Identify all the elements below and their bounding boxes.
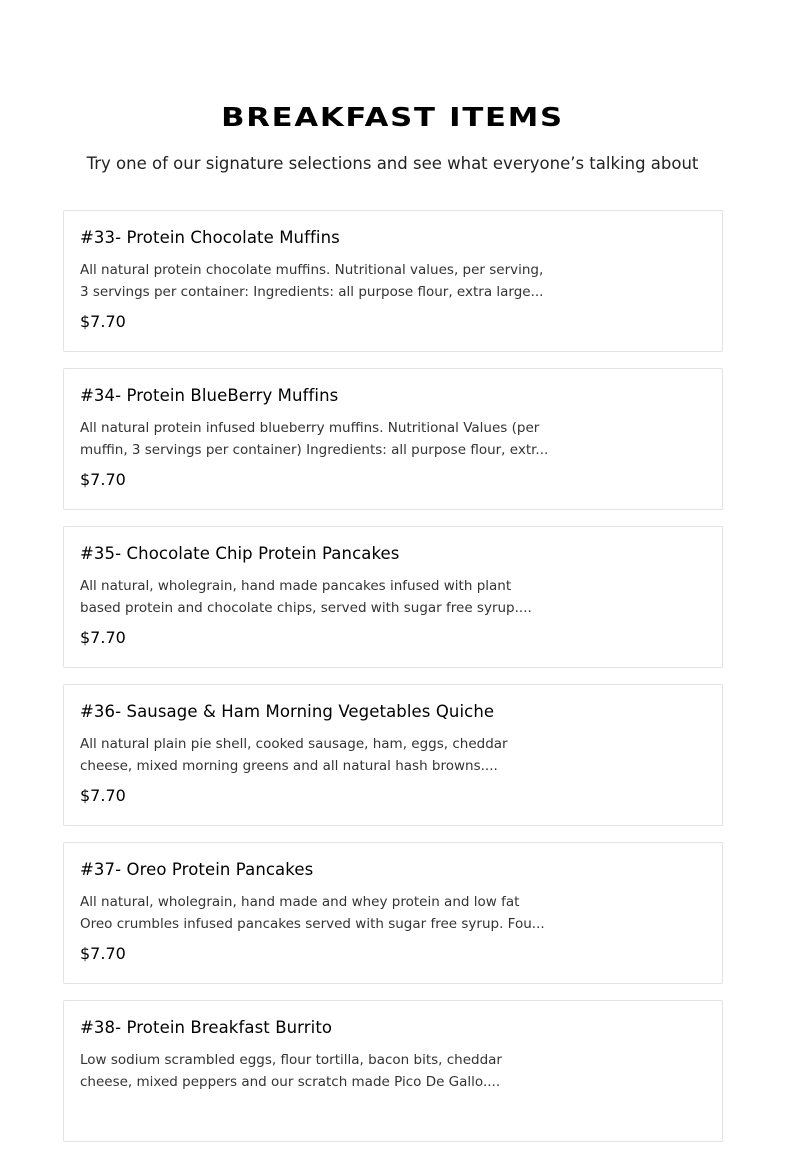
menu-item-description-line: Oreo crumbles infused pancakes served with sugar free syrup. Fou... bbox=[80, 916, 545, 932]
menu-item-name: #34- Protein BlueBerry Muffins bbox=[80, 386, 339, 405]
menu-item-description bbox=[80, 1049, 580, 1093]
menu-item-description-line: muffin, 3 servings per container) Ingredients: all purpose flour, extr... bbox=[80, 442, 549, 458]
menu-item-card-36[interactable] bbox=[63, 684, 723, 826]
menu-item-card-38[interactable] bbox=[63, 1000, 723, 1142]
menu-item-description-line: based protein and chocolate chips, served with sugar free syrup.... bbox=[80, 600, 532, 616]
menu-item-price: $7.70 bbox=[80, 470, 126, 489]
menu-item-name: #36- Sausage & Ham Morning Vegetables Quiche bbox=[80, 702, 495, 721]
menu-item-description-line: cheese, mixed morning greens and all natural hash browns.... bbox=[80, 758, 498, 774]
menu-item-description bbox=[80, 259, 580, 303]
menu-item-description bbox=[80, 575, 580, 619]
menu-item-name: #38- Protein Breakfast Burrito bbox=[80, 1018, 333, 1037]
menu-item-description-line: All natural, wholegrain, hand made and whey protein and low fat bbox=[80, 894, 520, 910]
page-subtitle: Try one of our signature selections and see what everyone’s talking about bbox=[86, 154, 699, 173]
menu-item-description-line: cheese, mixed peppers and our scratch made Pico De Gallo.... bbox=[80, 1074, 501, 1090]
menu-item-price: $7.70 bbox=[80, 786, 126, 805]
menu-item-price: $7.70 bbox=[80, 944, 126, 963]
menu-item-description-line: All natural protein infused blueberry muffins. Nutritional Values (per bbox=[80, 420, 540, 436]
menu-item-name: #35- Chocolate Chip Protein Pancakes bbox=[80, 544, 400, 563]
menu-item-description-line: All natural, wholegrain, hand made pancakes infused with plant bbox=[80, 578, 512, 594]
menu-item-description bbox=[80, 417, 580, 461]
menu-item-card-37[interactable] bbox=[63, 842, 723, 984]
menu-item-card-34[interactable] bbox=[63, 368, 723, 510]
menu-item-name: #37- Oreo Protein Pancakes bbox=[80, 860, 314, 879]
page-title: BREAKFAST ITEMS bbox=[221, 103, 564, 133]
menu-item-card-33[interactable] bbox=[63, 210, 723, 352]
menu-item-name: #33- Protein Chocolate Muffins bbox=[80, 228, 340, 247]
menu-item-description bbox=[80, 733, 580, 777]
menu-item-price: $7.70 bbox=[80, 628, 126, 647]
menu-item-card-35[interactable] bbox=[63, 526, 723, 668]
menu-item-list bbox=[63, 210, 723, 1158]
menu-item-description-line: All natural protein chocolate muffins. Nutritional values, per serving, bbox=[80, 262, 544, 278]
menu-item-description-line: Low sodium scrambled eggs, flour tortilla, bacon bits, cheddar bbox=[80, 1052, 502, 1068]
menu-item-description-line: All natural plain pie shell, cooked sausage, ham, eggs, cheddar bbox=[80, 736, 508, 752]
menu-item-description-line: 3 servings per container: Ingredients: all purpose flour, extra large... bbox=[80, 284, 544, 300]
menu-item-description bbox=[80, 891, 580, 935]
menu-item-price: $7.70 bbox=[80, 312, 126, 331]
